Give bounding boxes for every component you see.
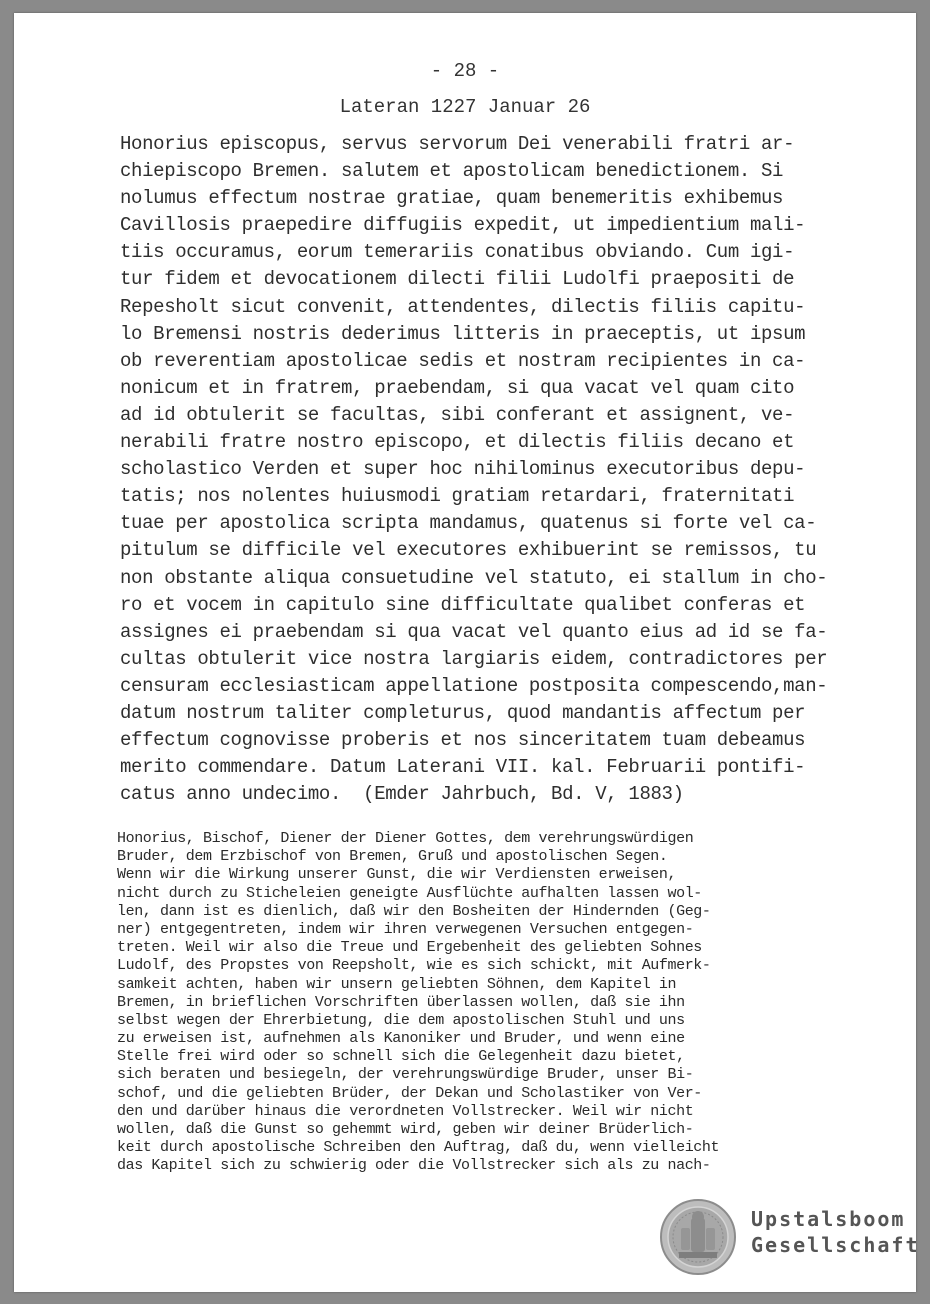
text-line: tiis occuramus, eorum temerariis conatibus obviando. Cum igi- — [120, 241, 795, 264]
society-name-line2: Gesellschaft — [751, 1233, 920, 1257]
text-line: ad id obtulerit se facultas, sibi conferant et assignent, ve- — [120, 403, 795, 426]
text-line: assignes ei praebendam si qua vacat vel quanto eius ad id se fa- — [120, 620, 828, 643]
text-line: Ludolf, des Propstes von Reepsholt, wie es sich schickt, mit Aufmerk- — [117, 957, 711, 975]
text-line: Bremen, in brieflichen Vorschriften überlassen wollen, daß sie ihn — [117, 993, 685, 1011]
page-number: - 28 - — [430, 60, 500, 82]
text-line: selbst wegen der Ehrerbietung, die dem apostolischen Stuhl und uns — [117, 1011, 685, 1029]
text-line: schof, und die geliebten Brüder, der Dekan und Scholastiker von Ver- — [117, 1084, 702, 1102]
text-line: non obstante aliqua consuetudine vel statuto, ei stallum in cho- — [120, 566, 828, 589]
date-line: Lateran 1227 Januar 26 — [339, 96, 591, 118]
seal-icon — [659, 1198, 737, 1276]
text-line: pitulum se difficile vel executores exhibuerint se remissos, tu — [120, 539, 817, 562]
text-line: nolumus effectum nostrae gratiae, quam benemeritis exhibemus — [120, 187, 784, 210]
document-page — [14, 13, 920, 1292]
text-line: merito commendare. Datum Laterani VII. kal. Februarii pontifi- — [120, 756, 806, 779]
text-line: datum nostrum taliter completurus, quod mandantis affectum per — [120, 701, 806, 724]
text-line: Bruder, dem Erzbischof von Bremen, Gruß und apostolischen Segen. — [117, 848, 668, 866]
text-line: censuram ecclesiasticam appellatione postposita compescendo,man- — [120, 674, 828, 697]
text-line: Cavillosis praepedire diffugiis expedit, ut impedientium mali- — [120, 214, 806, 237]
text-line: Honorius, Bischof, Diener der Diener Gottes, dem verehrungswürdigen — [117, 830, 694, 847]
text-line: chiepiscopo Bremen. salutem et apostolicam benedictionem. Si — [120, 160, 784, 183]
text-line: sich beraten und besiegeln, der verehrungswürdige Bruder, unser Bi- — [117, 1066, 694, 1084]
latin-text-block — [120, 131, 828, 808]
text-line: tatis; nos nolentes huiusmodi gratiam retardari, fraternitati — [120, 485, 795, 508]
text-line: Wenn wir die Wirkung unserer Gunst, die wir Verdiensten erweisen, — [117, 866, 677, 884]
text-line: den und darüber hinaus die verordneten Vollstrecker. Weil wir nicht — [117, 1102, 694, 1120]
text-line: effectum cognovisse proberis et nos sinceritatem tuam debeamus — [120, 729, 806, 752]
society-name — [751, 1206, 920, 1258]
text-line: Honorius episcopus, servus servorum Dei venerabili fratri ar- — [120, 133, 795, 155]
text-line: treten. Weil wir also die Treue und Ergebenheit des geliebten Sohnes — [117, 939, 702, 957]
text-line: nicht durch zu Sticheleien geneigte Ausflüchte aufhalten lassen wol- — [117, 884, 702, 902]
text-line: tur fidem et devocationem dilecti filii Ludolfi praepositi de — [120, 268, 795, 291]
text-line: Repesholt sicut convenit, attendentes, dilectis filiis capitu- — [120, 295, 806, 318]
society-name-line1: Upstalsboom — [751, 1207, 906, 1231]
text-line: das Kapitel sich zu schwierig oder die Vollstrecker sich als zu nach- — [117, 1157, 711, 1175]
text-line: catus anno undecimo. (Emder Jahrbuch, Bd. V, 1883) — [120, 783, 684, 806]
text-line: Stelle frei wird oder so schnell sich die Gelegenheit dazu bietet, — [117, 1048, 685, 1066]
text-line: scholastico Verden et super hoc nihilominus executoribus depu- — [120, 458, 806, 481]
text-line: wollen, daß die Gunst so gehemmt wird, geben wir deiner Brüderlich- — [117, 1121, 694, 1138]
text-line: nonicum et in fratrem, praebendam, si qua vacat vel quam cito — [120, 376, 795, 399]
text-line: keit durch apostolische Schreiben den Auftrag, daß du, wenn vielleicht — [117, 1139, 720, 1157]
text-line: tuae per apostolica scripta mandamus, quatenus si forte vel ca- — [120, 512, 817, 535]
text-line: cultas obtulerit vice nostra largiaris eidem, contradictores per — [120, 647, 828, 670]
german-translation-block — [117, 830, 837, 1176]
text-line: ro et vocem in capitulo sine difficultate qualibet conferas et — [120, 593, 806, 616]
text-line: nerabili fratre nostro episcopo, et dilectis filiis decano et — [120, 431, 795, 454]
text-line: lo Bremensi nostris dederimus litteris in praeceptis, ut ipsum — [120, 322, 806, 345]
text-line: samkeit achten, haben wir unsern geliebten Söhnen, dem Kapitel in — [117, 975, 677, 993]
text-line: len, dann ist es dienlich, daß wir den Bosheiten der Hindernden (Geg- — [117, 902, 711, 920]
text-line: ob reverentiam apostolicae sedis et nostram recipientes in ca- — [120, 349, 806, 372]
text-line: ner) entgegentreten, indem wir ihren verwegenen Versuchen entgegen- — [117, 920, 694, 938]
society-logo — [659, 1198, 920, 1278]
text-line: zu erweisen ist, aufnehmen als Kanoniker und Bruder, und wenn eine — [117, 1030, 685, 1048]
